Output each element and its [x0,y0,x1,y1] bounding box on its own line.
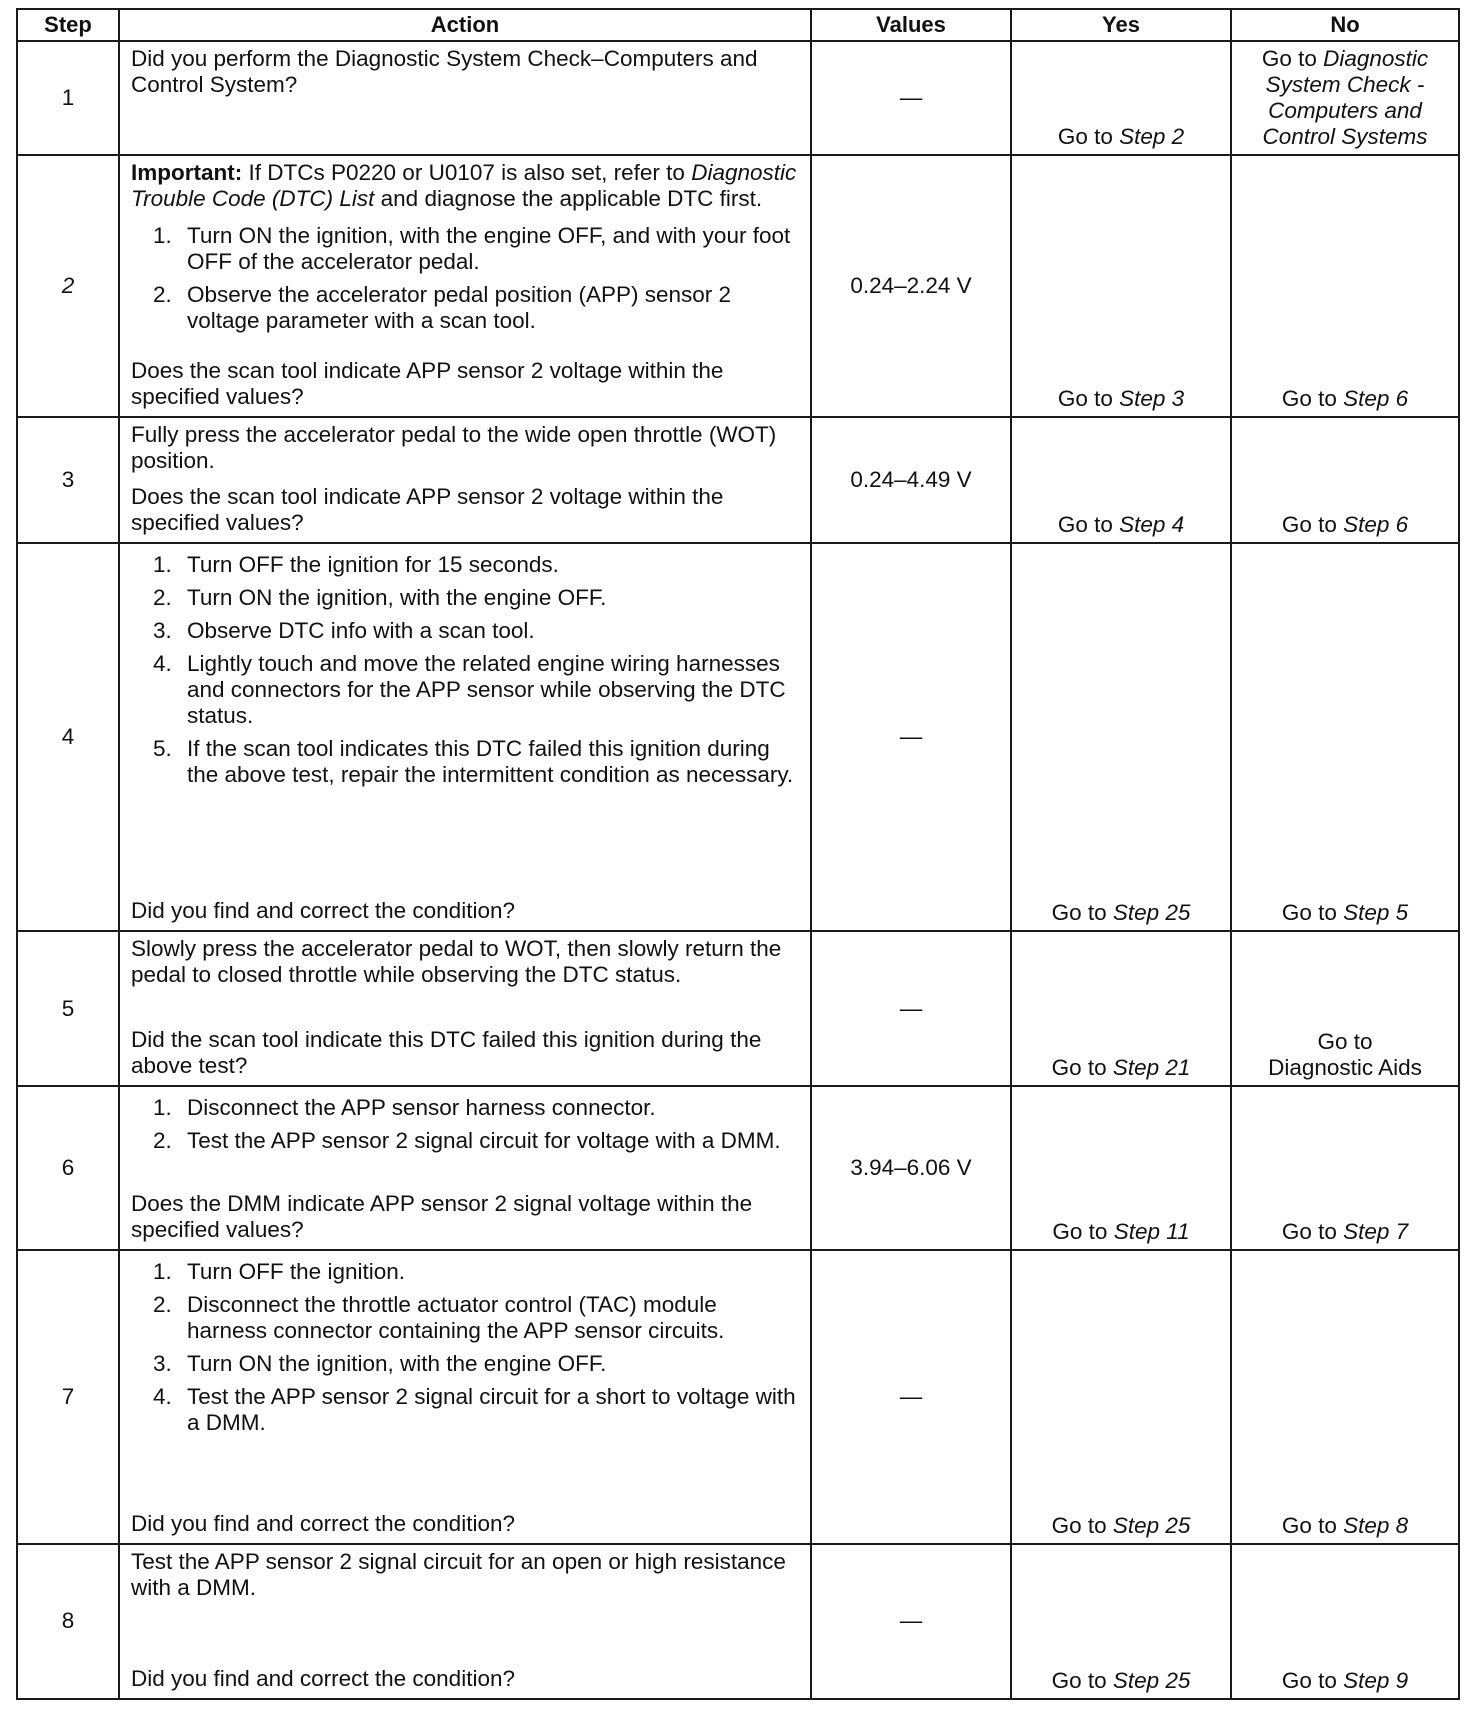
yes-cell: Go to Step 25 [1011,1250,1231,1544]
value-cell: — [811,1250,1011,1544]
no-step-ref: Step 9 [1343,1668,1409,1693]
action-question: Did you find and correct the condition? [131,898,515,924]
list-item: 5. If the scan tool indicates this DTC failed this ignition during the above test, repair the intermittent condition as necessary. [153,736,794,788]
no-line-3: Computers and [1268,98,1422,124]
action-question: Did you find and correct the condition? [131,1510,515,1536]
table-row [17,543,1459,931]
yes-cell: Go to Step 3 [1011,155,1231,416]
list-item: 1. Turn OFF the ignition for 15 seconds. [153,552,559,578]
list-item: 4. Lightly touch and move the related engine wiring harnesses and connectors for the APP sensor while observing the DTC status. [153,651,786,729]
value-cell: 3.94–6.06 V [811,1086,1011,1249]
yes-cell: Go to Step 21 [1011,931,1231,1086]
yes-step-ref: Step 4 [1119,512,1185,538]
no-step-ref: Step 6 [1343,385,1409,411]
no-step-ref: Step 5 [1343,900,1409,926]
no-line-2: System Check - [1265,72,1425,98]
action-question: Did you perform the Diagnostic System Check–Computers and Control System? [131,46,758,97]
table-row [17,1250,1459,1544]
procedure-list [131,552,800,795]
step-number: 4 [17,543,119,931]
step-number: 3 [17,417,119,544]
step-number: 8 [17,1544,119,1699]
yes-cell: Go to Step 25 [1011,543,1231,931]
list-item: 1. Disconnect the APP sensor harness connector. [153,1095,656,1121]
action-question: Did the scan tool indicate this DTC failed this ignition during the above test? [131,1027,762,1079]
value-cell: — [811,543,1011,931]
action-question: Does the DMM indicate APP sensor 2 signal voltage within the specified values? [131,1190,753,1242]
action-intro: Slowly press the accelerator pedal to WOT, then slowly return the pedal to closed throttle while observing the DTC status. [131,936,782,988]
action-question: Does the scan tool indicate APP sensor 2 voltage within the specified values? [131,357,724,409]
table-row [17,155,1459,416]
action-cell [119,543,811,931]
no-line-2: Diagnostic Aids [1268,1055,1422,1081]
list-item: 3. Observe DTC info with a scan tool. [153,618,535,644]
table-row [17,1086,1459,1249]
go-to-text: Go to [1057,124,1113,150]
step-number: 7 [17,1250,119,1544]
header-values: Values [811,9,1011,41]
yes-step-ref: Step 3 [1119,385,1185,411]
diagnostic-table [16,8,1460,1700]
important-text: and diagnose the applicable DTC first. [374,186,763,212]
action-cell [119,931,811,1086]
important-label: Important: [131,160,243,186]
no-step-ref: Step 8 [1343,1512,1409,1538]
table-row [17,41,1459,155]
table-row [17,1544,1459,1699]
no-line-1 [1232,46,1458,72]
yes-step-ref: Step 11 [1113,1218,1190,1244]
step-number: 2 [17,155,119,416]
no-cell: Go to Step 6 [1231,155,1459,416]
yes-cell: Go to Step 4 [1011,417,1231,544]
action-cell [119,41,811,155]
yes-step-ref: Step 25 [1112,1512,1191,1538]
no-cell [1231,931,1459,1086]
yes-cell: Go to Step 11 [1011,1086,1231,1249]
important-note [131,160,800,212]
no-cell: Go to Step 7 [1231,1086,1459,1249]
value-cell: — [811,1544,1011,1699]
action-cell [119,417,811,544]
yes-step-ref: Step 25 [1112,900,1191,926]
header-no: No [1231,9,1459,41]
value-cell: — [811,41,1011,155]
action-cell [119,1086,811,1249]
value-cell: — [811,931,1011,1086]
no-cell: Go to Step 6 [1231,417,1459,544]
yes-step-ref: Step 25 [1112,1668,1191,1693]
yes-cell [1011,41,1231,155]
no-cell: Go to Step 5 [1231,543,1459,931]
list-item: 3. Turn ON the ignition, with the engine OFF. [153,1350,607,1376]
action-cell [119,155,811,416]
step-number: 5 [17,931,119,1086]
header-yes: Yes [1011,9,1231,41]
list-item: 2. Test the APP sensor 2 signal circuit for voltage with a DMM. [153,1128,781,1154]
action-question: Does the scan tool indicate APP sensor 2 voltage within the specified values? [131,484,724,536]
table-row [17,417,1459,544]
no-step-ref: Step 7 [1343,1218,1409,1244]
list-item: 2. Observe the accelerator pedal position (APP) sensor 2 voltage parameter with a scan tool. [153,282,732,334]
header-step: Step [17,9,119,41]
step-number: 6 [17,1086,119,1249]
header-action: Action [119,9,811,41]
step-number: 1 [17,41,119,155]
action-intro: Fully press the accelerator pedal to the wide open throttle (WOT) position. [131,421,777,473]
procedure-list [131,223,800,341]
important-ref: Diagnostic Trouble Code (DTC) List [131,160,797,212]
no-line-4: Control Systems [1262,124,1428,150]
no-cell [1231,41,1459,155]
header-row [17,9,1459,41]
go-to-text: Go to [1261,46,1317,72]
list-item: 4. Test the APP sensor 2 signal circuit for a short to voltage with a DMM. [153,1383,796,1435]
yes-step-ref: Step 2 [1119,124,1185,150]
procedure-list [131,1095,800,1161]
no-step-ref: Step 6 [1343,512,1409,538]
no-cell: Go to Step 9 [1231,1544,1459,1699]
list-item: 1. Turn OFF the ignition. [153,1258,406,1284]
no-line-1: Go to [1317,1029,1373,1055]
value-cell: 0.24–4.49 V [811,417,1011,544]
no-cell: Go to Step 8 [1231,1250,1459,1544]
procedure-list [131,1259,800,1443]
action-cell [119,1250,811,1544]
action-question: Did you find and correct the condition? [131,1666,515,1691]
important-text: If DTCs P0220 or U0107 is also set, refer to [242,160,692,186]
action-intro: Test the APP sensor 2 signal circuit for an open or high resistance with a DMM. [131,1548,786,1600]
action-cell [119,1544,811,1699]
no-ref-a: Diagnostic [1323,46,1429,72]
list-item: 1. Turn ON the ignition, with the engine OFF, and with your foot OFF of the accelerator pedal. [153,223,791,275]
yes-step-ref: Step 21 [1112,1055,1191,1081]
table-row [17,931,1459,1086]
yes-cell: Go to Step 25 [1011,1544,1231,1699]
list-item: 2. Turn ON the ignition, with the engine OFF. [153,585,607,611]
value-cell: 0.24–2.24 V [811,155,1011,416]
list-item: 2. Disconnect the throttle actuator control (TAC) module harness connector containing the APP sensor circuits. [153,1291,725,1343]
